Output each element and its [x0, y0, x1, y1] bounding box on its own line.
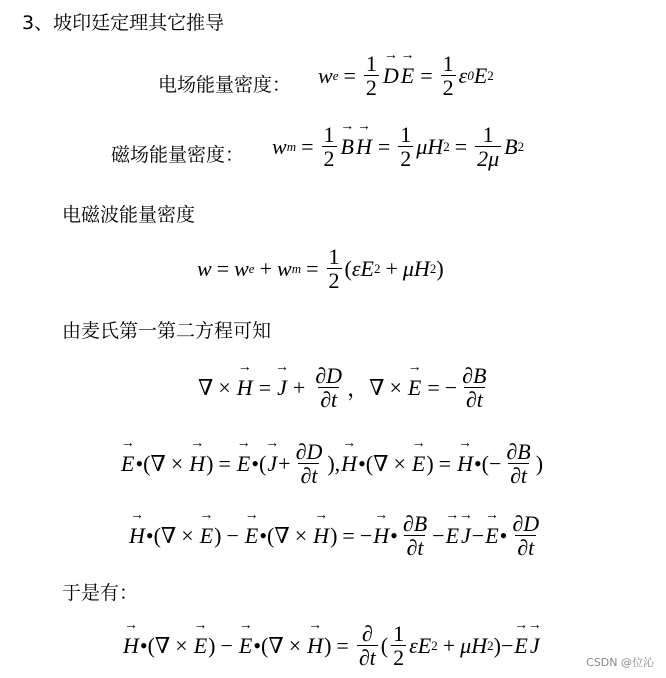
- label-magnetic-energy-density: 磁场能量密度：: [111, 144, 245, 166]
- equation-dot-products: → E •(∇ × → H ) = → E •( → J + $\frac{\partial D}{\partial t}$ ) , → H •(∇ × → E ) = → H •(− $\frac{\partial B}{\partial t}$ ): [120, 440, 543, 487]
- section-heading: 3、坡印廷定理其它推导: [22, 12, 225, 34]
- equation-difference: → H •(∇ × → E ) − → E •(∇ × → H ) = − → H • $\frac{\partial B}{\partial t}$ − → E → J − → E • $\frac{\partial D}{\partial t}$: [128, 512, 544, 559]
- equation-maxwell: ∇ × → H = → J + $\frac{\partial D}{\partial t}$ ， ∇ × → E = − $\frac{\partial B}{\partial t}$: [198, 364, 491, 411]
- equation-magnetic-energy-density: w m = $\frac{1}{2}$ → B → H = $\frac{1}{2}$ μ H 2 = $\frac{1}{2\mu}$ B 2: [272, 123, 524, 170]
- label-em-wave-energy-density: 电磁波能量密度: [62, 204, 196, 226]
- label-electric-energy-density: 电场能量密度：: [158, 74, 292, 96]
- watermark: CSDN @位沁: [586, 656, 654, 669]
- label-therefore: 于是有：: [62, 582, 139, 604]
- equation-result: → H •(∇ × → E ) − → E •(∇ × → H ) = $\frac{\partial}{\partial t}$ ( $\frac{1}{2}$ ε E 2 + μ H 2 ) − → E → J: [122, 622, 541, 669]
- label-from-maxwell: 由麦氏第一第二方程可知: [62, 320, 272, 342]
- equation-electric-energy-density: w e = $\frac{1}{2}$ → D → E = $\frac{1}{2}$ ε 0 E 2: [318, 52, 494, 99]
- equation-em-wave-energy-density: w = w e + w m = $\frac{1}{2}$ ( ε E 2 + μ H 2 ): [197, 244, 444, 294]
